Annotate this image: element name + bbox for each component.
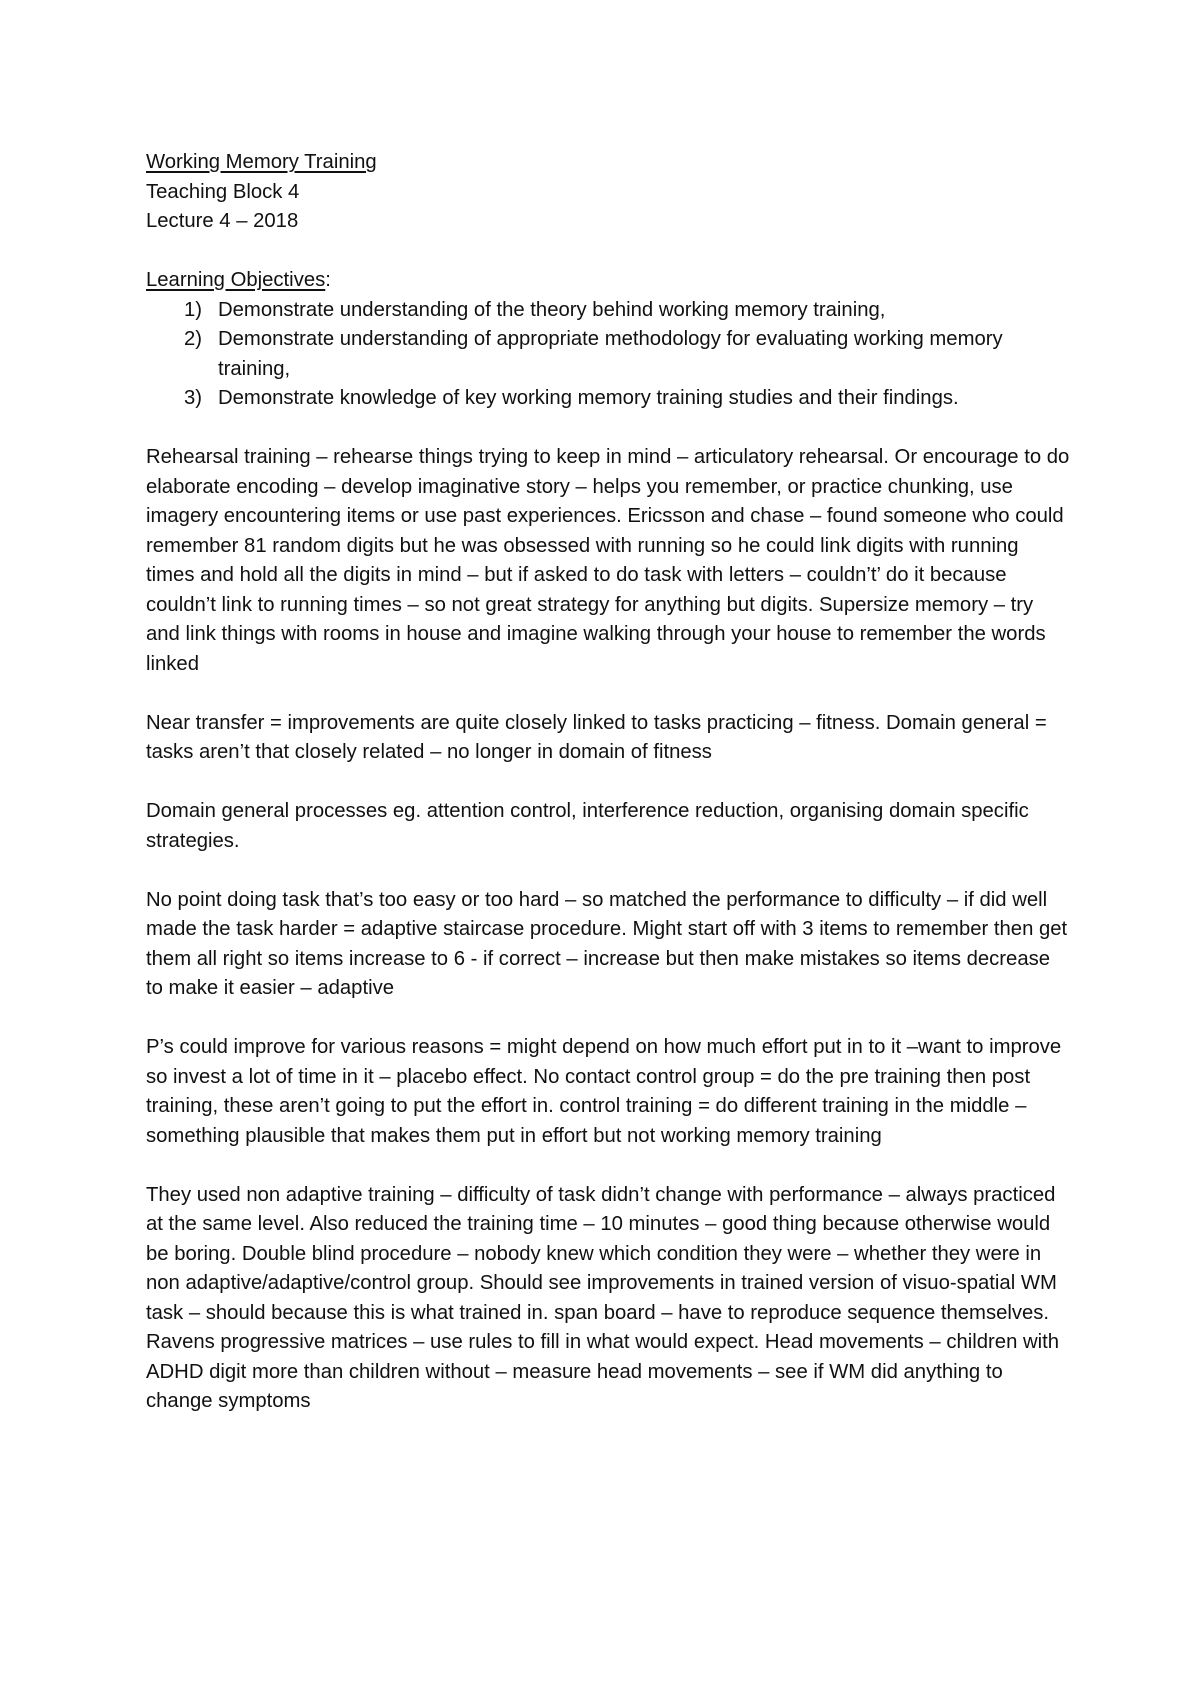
objectives-heading-colon: : <box>325 269 331 291</box>
objectives-heading-text: Learning Objectives <box>146 269 326 291</box>
lecture-label: Lecture 4 – 2018 <box>146 210 299 232</box>
teaching-block: Teaching Block 4 <box>146 180 300 203</box>
spacer <box>146 414 1071 444</box>
objectives-list <box>146 296 1071 414</box>
title-text: Working Memory Training <box>146 151 377 173</box>
list-item-number: 2) <box>184 328 203 350</box>
spacer <box>146 1151 1071 1181</box>
list-item <box>146 325 1071 384</box>
paragraph-domain-general: Domain general processes eg. attention control, interference reduction, organising domain specific strategies. <box>146 800 1029 852</box>
paragraph-adaptive-procedure: No point doing task that’s too easy or too hard – so matched the performance to difficulty – if did well made the task harder = adaptive staircase procedure. Might start off with 3 items to remember then get them all right so items increase to 6 - if correct – increase but then make mistakes so items decrease to make it easier – adaptive <box>146 888 1068 999</box>
list-item-text: Demonstrate understanding of appropriate methodology for evaluating working memory training, <box>218 328 1003 380</box>
list-item <box>146 296 1071 326</box>
list-item-number: 3) <box>184 387 203 409</box>
spacer <box>146 856 1071 886</box>
spacer <box>146 237 1071 267</box>
document-body <box>146 148 1071 1417</box>
document-title <box>146 148 1071 178</box>
paragraph-control-groups: P’s could improve for various reasons = might depend on how much effort put in to it –want to improve so invest a lot of time in it – placebo effect. No contact control group = do the pre training then post training, these aren’t going to put the effort in. control training = do different training in the middle – something plausible that makes them put in effort but not working memory training <box>146 1036 1062 1147</box>
list-item <box>146 384 1071 414</box>
paragraph-rehearsal-training: Rehearsal training – rehearse things trying to keep in mind – articulatory rehearsal. Or encourage to do elaborate encoding – develop imaginative story – helps you remember, or practice chunking, use imagery encountering items or use past experiences. Ericsson and chase – found someone who could remember 81 random digits but he was obsessed with running so he could link digits with running times and hold all the digits in mind – but if asked to do task with letters – couldn’t’ do it because couldn’t link to running times – so not great strategy for anything but digits. Supersize memory – try and link things with rooms in house and imagine walking through your house to remember the words linked <box>146 446 1070 675</box>
objectives-heading <box>146 266 1071 296</box>
list-item-number: 1) <box>184 298 203 321</box>
list-item-text: Demonstrate knowledge of key working memory training studies and their findings. <box>218 387 959 409</box>
paragraph-non-adaptive-training: They used non adaptive training – difficulty of task didn’t change with performance – always practiced at the same level. Also reduced the training time – 10 minutes – good thing because otherwise would be boring. Double blind procedure – nobody knew which condition they were – whether they were in non adaptive/adaptive/control group. Should see improvements in trained version of visuo-spatial WM task – should because this is what trained in. span board – have to reproduce sequence themselves. Ravens progressive matrices – use rules to fill in what would expect. Head movements – children with ADHD digit more than children without – measure head movements – see if WM did anything to change symptoms <box>146 1183 1060 1412</box>
spacer <box>146 768 1071 798</box>
list-item-text: Demonstrate understanding of the theory behind working memory training, <box>218 298 886 321</box>
spacer <box>146 1004 1071 1034</box>
paragraph-near-transfer: Near transfer = improvements are quite closely linked to tasks practicing – fitness. Domain general = tasks aren’t that closely related – no longer in domain of fitness <box>146 711 1047 763</box>
spacer <box>146 679 1071 709</box>
